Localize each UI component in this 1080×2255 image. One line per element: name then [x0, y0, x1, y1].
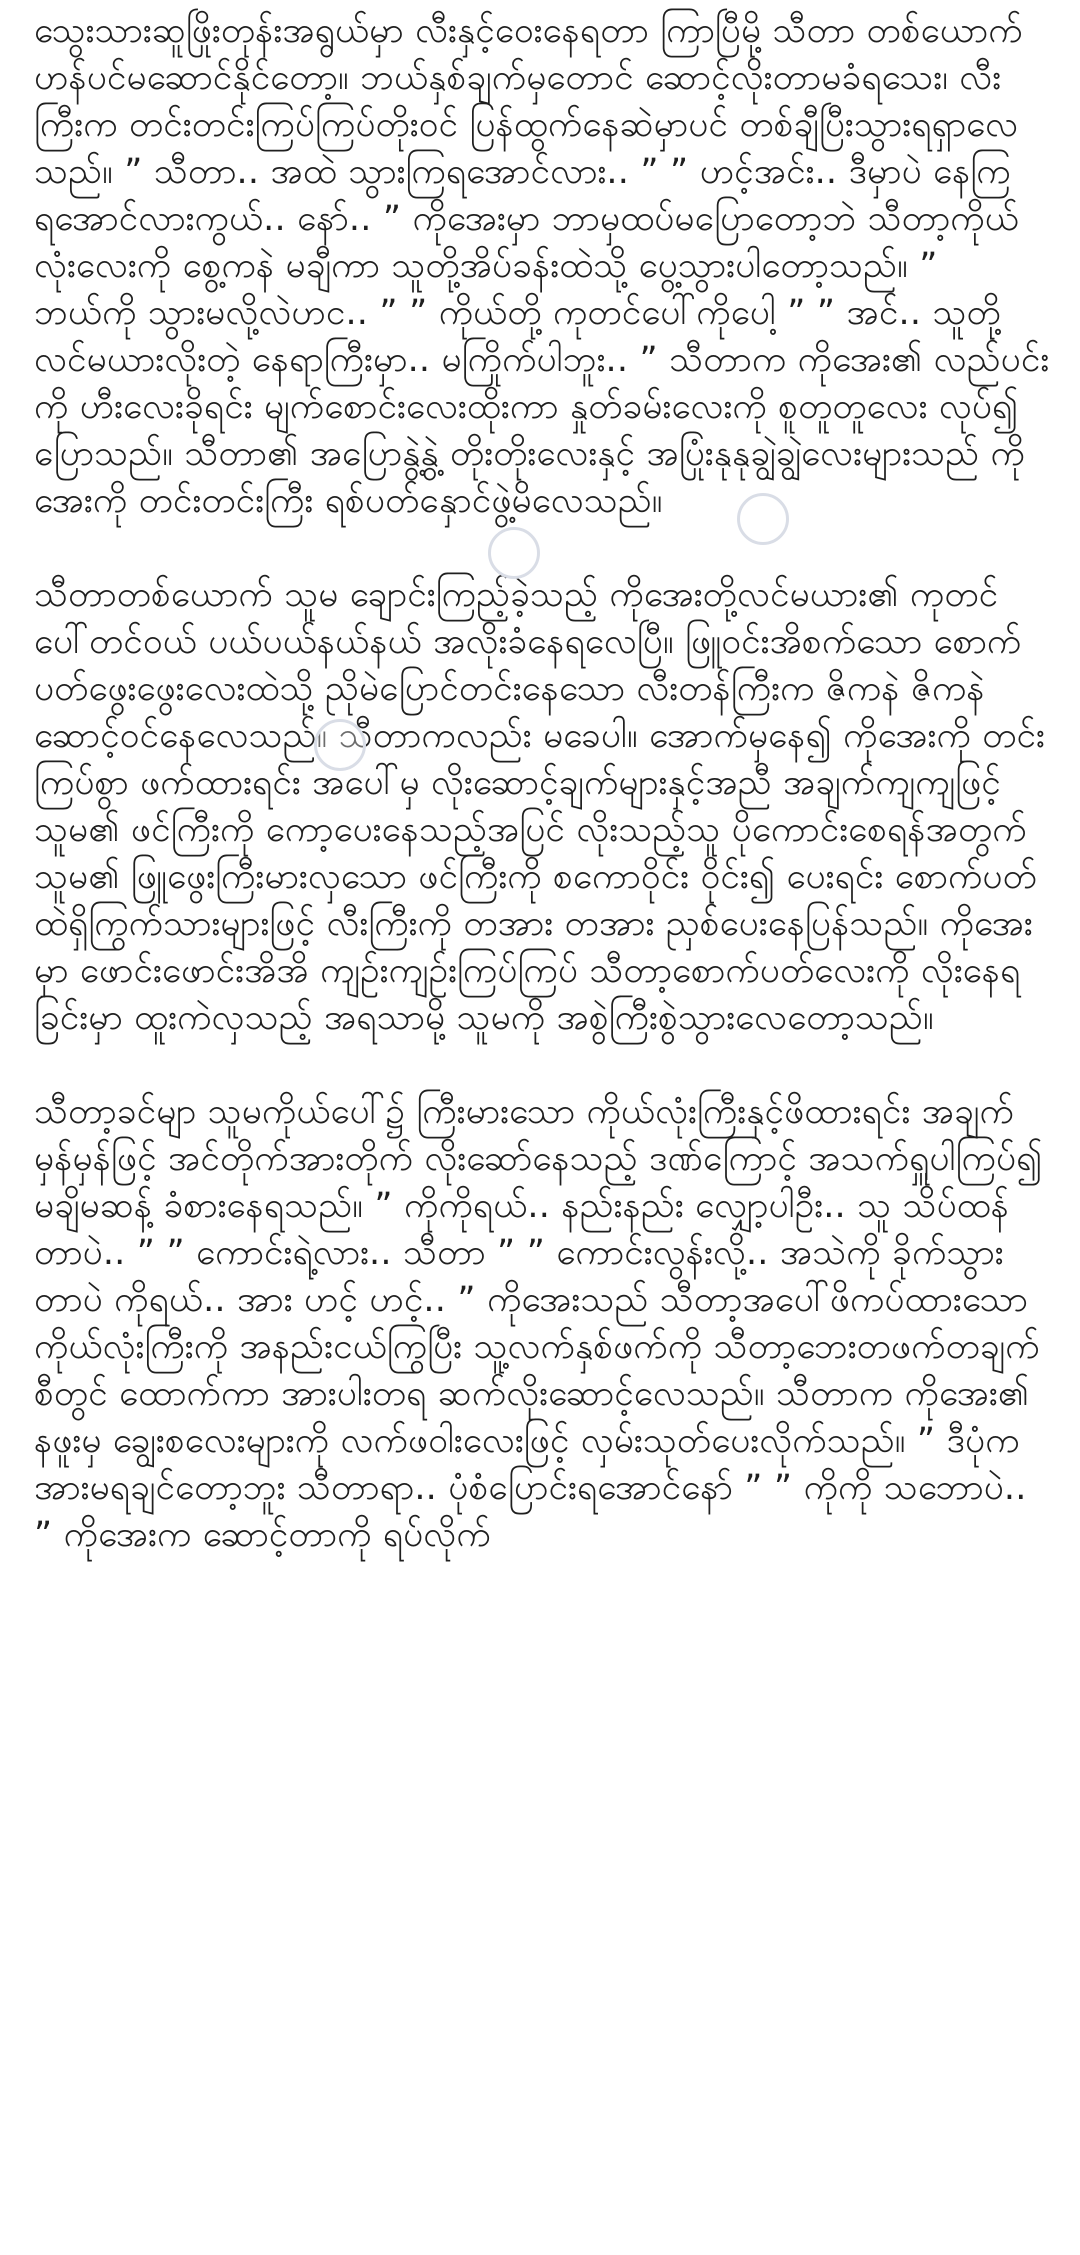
touch-ripple-indicator	[314, 719, 366, 771]
article-body	[34, 8, 1050, 1559]
touch-ripple-indicator	[737, 493, 789, 545]
paragraph-2: သီတာတစ်ယောက် သူမ ချောင်းကြည့်ခဲ့သည့် ကိုအေးတို့လင်မယား၏ ကုတင်ပေါ်တင်ဝယ် ပယ်ပယ်နယ်နယ် အလိုးခံနေရလေပြီ။ ဖြူဝင်းအိစက်သော စောက်ပတ်ဖွေးဖွေးလေးထဲသို့ ညိုမဲပြောင်တင်းနေသော လီးတန်ကြီးက ဇိကနဲ ဇိကနဲ ဆောင့်ဝင်နေလေသည်။ သီတာကလည်း မခေပါ။ အောက်မှနေ၍ ကိုအေးကို တင်းကြပ်စွာ ဖက်ထားရင်း အပေါ်မှ လိုးဆောင့်ချက်များနှင့်အညီ အချက်ကျကျဖြင့် သူမ၏ ဖင်ကြီးကို ကော့ပေးနေသည့်အပြင် လိုးသည့်သူ ပိုကောင်းစေရန်အတွက် သူမ၏ ဖြူဖွေးကြီးမားလှသော ဖင်ကြီးကို စကောဝိုင်း ဝိုင်း၍ ပေးရင်း စောက်ပတ်ထဲရှိကြွက်သားများဖြင့် လီးကြီးကို တအား တအား ညှစ်ပေးနေပြန်သည်။ ကိုအေးမှာ ဖောင်းဖောင်းအိအိ ကျဉ်းကျဉ်းကြပ်ကြပ် သီတာ့စောက်ပတ်လေးကို လိုးနေရခြင်းမှာ ထူးကဲလှသည့် အရသာမို့ သူမကို အစွဲကြီးစွဲသွားလေတော့သည်။	[34, 575, 1046, 1038]
paragraph-3: သီတာ့ခင်မျာ သူမကိုယ်ပေါ်၌ ကြီးမားသော ကိုယ်လုံးကြီးနှင့်ဖိထားရင်း အချက်မှန်မှန်ဖြင့် အင်တိုက်အားတိုက် လိုးဆော်နေသည့် ဒဏ်ကြောင့် အသက်ရှူပါကြပ်၍ မချိမဆန့် ခံစားနေရသည်။ ” ကိုကိုရယ်.. နည်းနည်း လျှော့ပါဦး.. သူ သိပ်ထန်တာပဲ.. ” ” ကောင်းရဲ့လား.. သီတာ ” ” ကောင်းလွန်းလို့.. အသဲကို ခိုက်သွားတာပဲ ကိုရယ်.. အား ဟင့် ဟင့်.. ” ကိုအေးသည် သီတာ့အပေါ်ဖိကပ်ထားသော ကိုယ်လုံးကြီးကို အနည်းငယ်ကြွပြီး သူ့လက်နှစ်ဖက်ကို သီတာ့ဘေးတဖက်တချက်စီတွင် ထောက်ကာ အားပါးတရ ဆက်လိုးဆောင့်လေသည်။ သီတာက ကိုအေး၏ နဖူးမှ ချွေးစလေးများကို လက်ဖဝါးလေးဖြင့် လှမ်းသုတ်ပေးလိုက်သည်။ ” ဒီပုံက အားမရချင်တော့ဘူး သီတာရာ.. ပုံစံပြောင်းရအောင်နော် ” ” ကိုကို သဘောပဲ.. ” ကိုအေးက ဆောင့်တာကို ရပ်လိုက်	[34, 1092, 1043, 1555]
paragraph-1: သွေးသားဆူဖြိုးတုန်းအရွယ်မှာ လီးနှင့်ဝေးနေရတာ ကြာပြီမို့ သီတာ တစ်ယောက် ဟန်ပင်မဆောင်နိုင်တော့။ ဘယ်နှစ်ချက်မှတောင် ဆောင့်လိုးတာမခံရသေး၊ လီးကြီးက တင်းတင်းကြပ်ကြပ်တိုးဝင် ပြန်ထွက်နေဆဲမှာပင် တစ်ချီပြီးသွားရရှာလေသည်။ ” သီတာ.. အထဲ သွားကြရအောင်လား.. ” ” ဟင့်အင်း.. ဒီမှာပဲ နေကြရအောင်လားကွယ်.. နော်.. ” ကိုအေးမှာ ဘာမှထပ်မပြောတော့ဘဲ သီတာ့ကိုယ်လုံးလေးကို စွေ့ကနဲ မချီကာ သူတို့အိပ်ခန်းထဲသို့ ပွေ့သွားပါတော့သည်။ ” ဘယ်ကို သွားမလို့လဲဟင.. ” ” ကိုယ်တို့ ကုတင်ပေါ်ကိုပေါ့ ” ” အင်.. သူတို့လင်မယားလိုးတဲ့ နေရာကြီးမှာ.. မကြိုက်ပါဘူး.. ” သီတာက ကိုအေး၏ လည်ပင်းကို ဟီးလေးခိုရင်း မျက်စောင်းလေးထိုးကာ နှုတ်ခမ်းလေးကို စူတူတူလေး လုပ်၍ ပြောသည်။ သီတာ၏ အပြောနွဲ့နွဲ့ တိုးတိုးလေးနှင့် အပြုံးနုနုချွဲချွဲလေးများသည် ကိုအေးကို တင်းတင်းကြီး ရစ်ပတ်နှောင်ဖွဲ့မိလေသည်။	[34, 11, 1050, 521]
touch-ripple-indicator	[488, 527, 540, 579]
